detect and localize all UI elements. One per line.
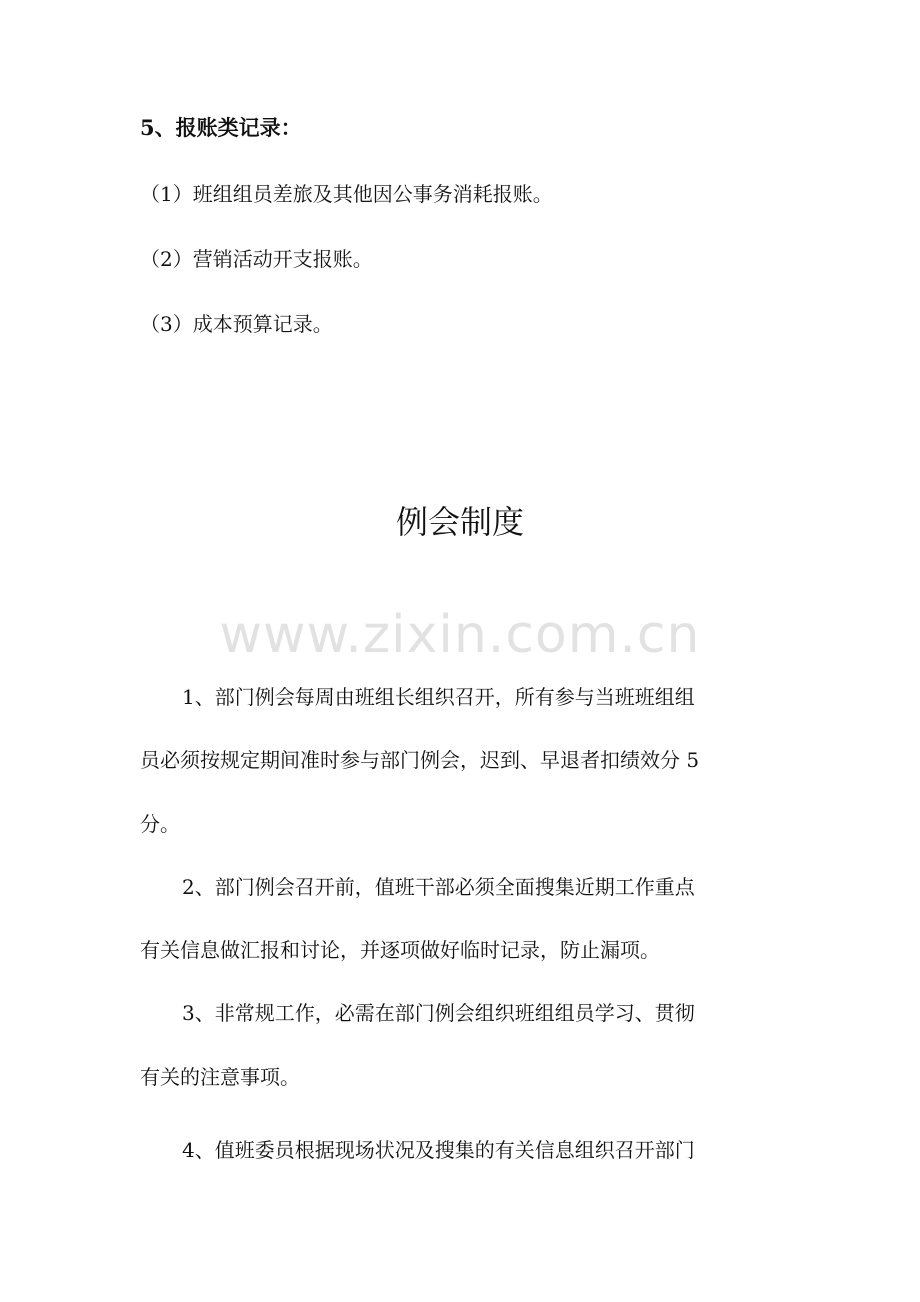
list-item-3: （3）成本预算记录。 [140, 312, 333, 336]
paragraph-line: 1、部门例会每周由班组长组织召开，所有参与当班班组组 [182, 685, 695, 709]
paragraph-line: 有关信息做汇报和讨论，并逐项做好临时记录，防止漏项。 [140, 938, 660, 962]
document-title: 例会制度 [395, 503, 524, 541]
section-heading: 5、报账类记录： [140, 115, 302, 140]
watermark: www.zixin.com.cn [219, 605, 701, 665]
paragraph-line: 4、值班委员根据现场状况及搜集的有关信息组织召开部门 [182, 1138, 695, 1162]
list-item-1: （1）班组组员差旅及其他因公事务消耗报账。 [140, 182, 553, 206]
paragraph-line: 员必须按规定期间准时参与部门例会，迟到、早退者扣绩效分 5 [140, 748, 700, 772]
paragraph-line: 分。 [140, 812, 180, 836]
paragraph-line: 有关的注意事项。 [140, 1065, 300, 1089]
list-item-2: （2）营销活动开支报账。 [140, 247, 373, 271]
paragraph-line: 2、部门例会召开前，值班干部必须全面搜集近期工作重点 [182, 875, 695, 899]
paragraph-line: 3、非常规工作，必需在部门例会组织班组组员学习、贯彻 [182, 1001, 695, 1025]
